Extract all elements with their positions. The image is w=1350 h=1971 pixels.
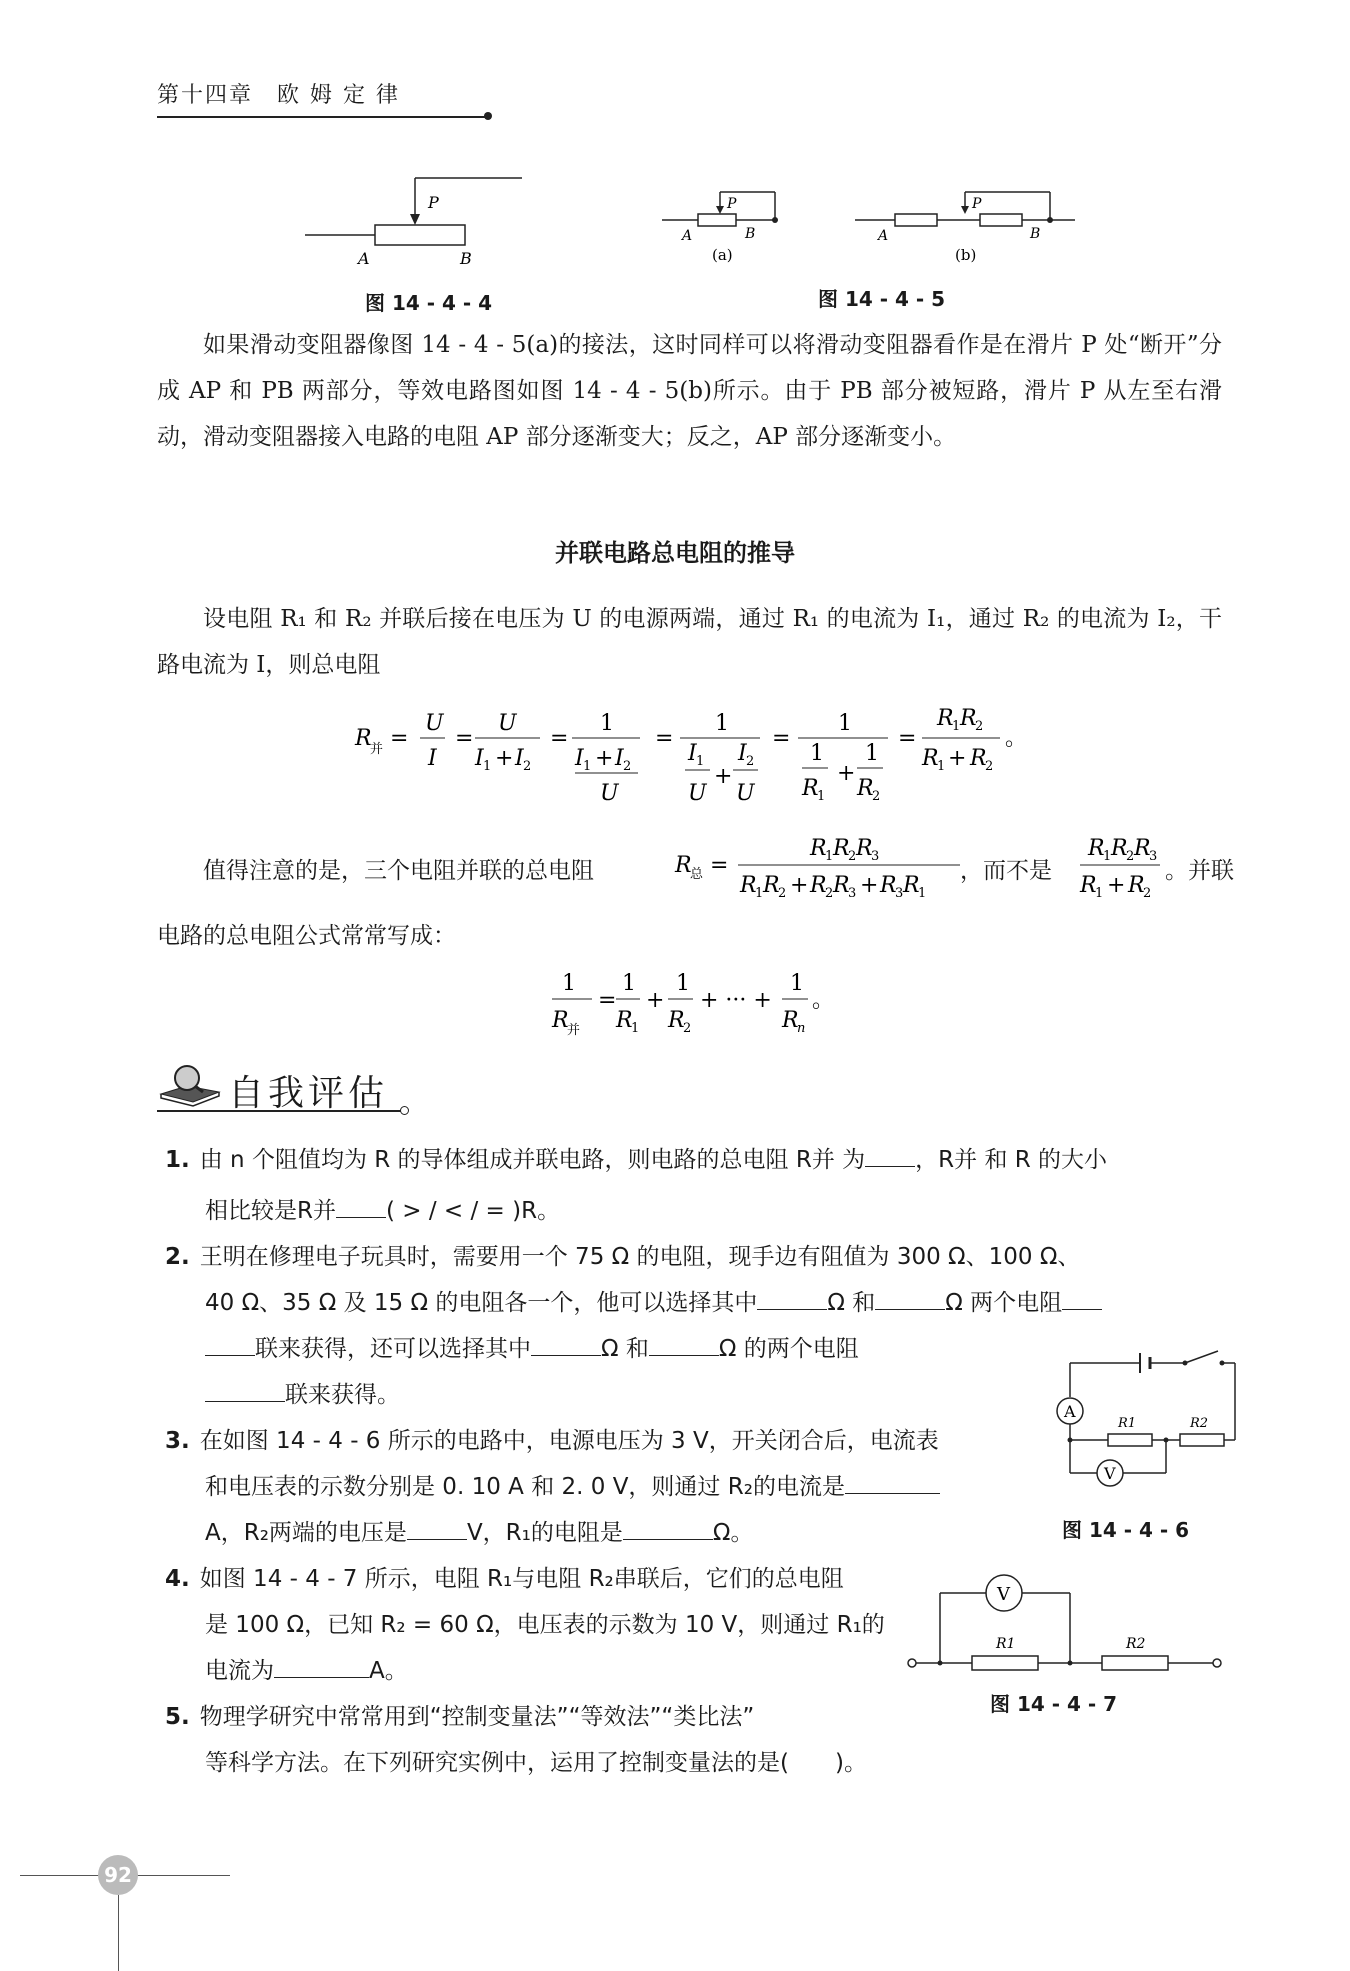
fig-label-a: A bbox=[358, 249, 370, 268]
answer-blank[interactable] bbox=[1062, 1287, 1102, 1310]
question-text: A。 bbox=[369, 1658, 408, 1684]
question-text: 相比较是R并 bbox=[205, 1198, 336, 1224]
svg-text:R: R bbox=[616, 1008, 633, 1033]
svg-text:1: 1 bbox=[631, 1021, 640, 1036]
question-text: 王明在修理电子玩具时，需要用一个 75 Ω 的电阻，现手边有阻值为 300 Ω、100 Ω、 bbox=[199, 1244, 1081, 1270]
question-text: 物理学研究中常常用到“控制变量法”“等效法”“类比法” bbox=[199, 1704, 755, 1730]
svg-text:2: 2 bbox=[872, 789, 881, 804]
answer-blank[interactable] bbox=[757, 1287, 827, 1310]
question-text: ，R并 和 R 的大小 bbox=[915, 1147, 1108, 1173]
question-text: 电流为 bbox=[205, 1658, 274, 1684]
svg-text:3: 3 bbox=[1149, 849, 1158, 864]
svg-text:3: 3 bbox=[871, 849, 880, 864]
svg-text:n: n bbox=[797, 1021, 806, 1036]
question-2-line3 bbox=[205, 1326, 859, 1372]
voltmeter-label: V bbox=[1104, 1464, 1116, 1483]
svg-text:R: R bbox=[355, 726, 372, 751]
svg-text:R: R bbox=[740, 873, 757, 898]
svg-text:3: 3 bbox=[895, 886, 904, 901]
question-number: 4. bbox=[165, 1566, 190, 1592]
svg-text:2: 2 bbox=[848, 849, 857, 864]
svg-text:。: 。 bbox=[812, 988, 835, 1013]
svg-text:1: 1 bbox=[838, 711, 852, 736]
svg-text:+: + bbox=[714, 764, 733, 789]
answer-blank[interactable] bbox=[274, 1655, 369, 1678]
figure-caption-14-4-6: 图 14 - 4 - 6 bbox=[1062, 1518, 1190, 1542]
svg-text:U: U bbox=[688, 781, 707, 806]
svg-text:R: R bbox=[1128, 873, 1145, 898]
svg-text:+: + bbox=[1107, 873, 1126, 898]
svg-text:+: + bbox=[790, 873, 809, 898]
svg-text:1: 1 bbox=[755, 886, 764, 901]
svg-text:I: I bbox=[515, 746, 524, 771]
section-title-dot bbox=[400, 1106, 409, 1115]
svg-text:并: 并 bbox=[370, 742, 384, 757]
fig-sub-b: (b) bbox=[955, 246, 977, 264]
fig-label-b: B bbox=[745, 226, 756, 242]
question-3-line2 bbox=[205, 1464, 940, 1510]
answer-blank[interactable] bbox=[531, 1333, 601, 1356]
question-4 bbox=[165, 1556, 844, 1602]
svg-text:R: R bbox=[856, 836, 873, 861]
question-text: Ω 的两个电阻 bbox=[718, 1336, 859, 1362]
section-heading-parallel: 并联电路总电阻的推导 bbox=[555, 539, 795, 567]
paragraph-parallel-setup: 设电阻 R₁ 和 R₂ 并联后接在电压为 U 的电源两端，通过 R₁ 的电流为 I₁，通过 R₂ 的电流为 I₂，干路电流为 I，则总电阻 bbox=[157, 606, 1222, 678]
svg-text:+: + bbox=[837, 761, 856, 786]
question-text: Ω 和 bbox=[827, 1290, 876, 1316]
svg-text:2: 2 bbox=[975, 719, 984, 734]
svg-text:1: 1 bbox=[810, 741, 824, 766]
svg-text:=: = bbox=[898, 726, 917, 751]
svg-text:U: U bbox=[600, 781, 619, 806]
question-5 bbox=[165, 1694, 754, 1740]
figure-caption-14-4-5: 图 14 - 4 - 5 bbox=[818, 287, 946, 311]
svg-text:并: 并 bbox=[567, 1023, 581, 1038]
figure-14-4-6 bbox=[1040, 1345, 1240, 1515]
note-prefix: 值得注意的是，三个电阻并联的总电阻 bbox=[203, 858, 594, 884]
resistor-r1-label: R1 bbox=[996, 1636, 1016, 1652]
svg-text:R: R bbox=[810, 836, 827, 861]
ammeter-label: A bbox=[1064, 1402, 1076, 1421]
note-three-resistors bbox=[157, 848, 594, 894]
answer-blank[interactable] bbox=[623, 1517, 713, 1540]
question-text: 是 100 Ω，已知 R₂ = 60 Ω，电压表的示数为 10 V，则通过 R₁的 bbox=[205, 1612, 885, 1638]
svg-text:R: R bbox=[937, 706, 954, 731]
note-suffix: 。并联 bbox=[1165, 858, 1234, 884]
fig-sub-a: (a) bbox=[712, 246, 733, 264]
answer-blank[interactable] bbox=[875, 1287, 945, 1310]
svg-text:1: 1 bbox=[937, 759, 946, 774]
formula-three-resistors bbox=[670, 830, 1230, 920]
section-title-rule bbox=[157, 1110, 402, 1112]
svg-text:1: 1 bbox=[790, 971, 804, 996]
svg-text:1: 1 bbox=[825, 849, 834, 864]
question-1-line2 bbox=[205, 1188, 560, 1234]
question-text: 40 Ω、35 Ω 及 15 Ω 的电阻各一个，他可以选择其中 bbox=[205, 1290, 758, 1316]
svg-text:R: R bbox=[857, 776, 874, 801]
resistor-r2-label: R2 bbox=[1126, 1636, 1146, 1652]
answer-blank[interactable] bbox=[865, 1144, 915, 1167]
fig-label-p: P bbox=[972, 196, 982, 212]
svg-text:2: 2 bbox=[746, 754, 755, 769]
svg-text:2: 2 bbox=[778, 886, 787, 901]
svg-text:1: 1 bbox=[715, 711, 729, 736]
answer-blank[interactable] bbox=[336, 1195, 386, 1218]
question-text: ( > / < / = )R。 bbox=[385, 1198, 561, 1224]
fig-label-b: B bbox=[460, 249, 472, 268]
question-text: 由 n 个阻值均为 R 的导体组成并联电路，则电路的总电阻 R并 为 bbox=[199, 1147, 866, 1173]
svg-text:1: 1 bbox=[622, 971, 636, 996]
svg-text:1: 1 bbox=[1103, 849, 1112, 864]
svg-text:I: I bbox=[475, 746, 484, 771]
header-dot bbox=[484, 112, 492, 120]
figure-14-4-7 bbox=[900, 1568, 1230, 1678]
svg-text:2: 2 bbox=[1126, 849, 1135, 864]
svg-text:R: R bbox=[810, 873, 827, 898]
question-4-line2 bbox=[205, 1602, 885, 1648]
svg-text:U: U bbox=[736, 781, 755, 806]
resistor-r2-label: R2 bbox=[1190, 1416, 1209, 1431]
answer-blank[interactable] bbox=[649, 1333, 719, 1356]
figure-caption-14-4-4: 图 14 - 4 - 4 bbox=[365, 291, 493, 315]
svg-text:+ ··· +: + ··· + bbox=[700, 988, 772, 1013]
svg-text:总: 总 bbox=[690, 867, 704, 882]
question-3 bbox=[165, 1418, 939, 1464]
svg-text:1: 1 bbox=[583, 759, 592, 774]
svg-text:R: R bbox=[833, 873, 850, 898]
svg-text:2: 2 bbox=[985, 759, 994, 774]
svg-text:3: 3 bbox=[848, 886, 857, 901]
svg-text:=: = bbox=[390, 726, 409, 751]
svg-text:1: 1 bbox=[918, 886, 927, 901]
svg-text:2: 2 bbox=[523, 759, 532, 774]
question-2-line4 bbox=[205, 1372, 400, 1418]
svg-text:=: = bbox=[655, 726, 674, 751]
question-number: 5. bbox=[165, 1704, 190, 1730]
svg-text:+: + bbox=[595, 746, 614, 771]
figure-14-4-5a bbox=[660, 188, 790, 268]
figure-14-4-5b bbox=[850, 188, 1080, 268]
header-rule bbox=[157, 116, 487, 118]
svg-text:I: I bbox=[575, 746, 584, 771]
question-4-line3 bbox=[205, 1648, 408, 1694]
answer-blank[interactable] bbox=[845, 1471, 940, 1494]
svg-text:+: + bbox=[860, 873, 879, 898]
question-3-line3 bbox=[205, 1510, 753, 1556]
formula-parallel-derivation bbox=[350, 695, 1030, 815]
question-2 bbox=[165, 1234, 1080, 1280]
note-middle: ，而不是 bbox=[960, 858, 1052, 884]
question-text: 和电压表的示数分别是 0. 10 A 和 2. 0 V，则通过 R₂的电流是 bbox=[205, 1474, 845, 1500]
answer-blank[interactable] bbox=[205, 1333, 255, 1356]
svg-text:=: = bbox=[455, 726, 474, 751]
svg-text:R: R bbox=[782, 1008, 799, 1033]
svg-text:R: R bbox=[1080, 873, 1097, 898]
svg-text:1: 1 bbox=[865, 741, 879, 766]
question-text: V，R₁的电阻是 bbox=[466, 1520, 623, 1546]
question-text: 在如图 14 - 4 - 6 所示的电路中，电源电压为 3 V，开关闭合后，电流表 bbox=[199, 1428, 939, 1454]
svg-text:2: 2 bbox=[683, 1021, 692, 1036]
question-number: 3. bbox=[165, 1428, 190, 1454]
question-1 bbox=[165, 1137, 1225, 1183]
note-line2: 电路的总电阻公式常常写成： bbox=[157, 923, 456, 949]
question-text: A，R₂两端的电压是 bbox=[205, 1520, 407, 1546]
chapter-header: 第十四章 欧 姆 定 律 bbox=[157, 83, 400, 108]
svg-text:R: R bbox=[668, 1008, 685, 1033]
svg-text:1: 1 bbox=[600, 711, 614, 736]
question-text: 如图 14 - 4 - 7 所示，电阻 R₁与电阻 R₂串联后，它们的总电阻 bbox=[199, 1566, 844, 1592]
question-text: Ω 和 bbox=[601, 1336, 649, 1362]
svg-text:R: R bbox=[552, 1008, 569, 1033]
svg-text:1: 1 bbox=[483, 759, 492, 774]
svg-text:+: + bbox=[495, 746, 514, 771]
question-text: 联来获得，还可以选择其中 bbox=[255, 1336, 531, 1362]
fig-label-b: B bbox=[1030, 226, 1041, 242]
svg-text:2: 2 bbox=[825, 886, 834, 901]
svg-text:U: U bbox=[498, 711, 517, 736]
svg-text:1: 1 bbox=[952, 719, 961, 734]
svg-text:R: R bbox=[922, 746, 939, 771]
svg-text:。: 。 bbox=[1005, 726, 1028, 751]
svg-text:R: R bbox=[1088, 836, 1105, 861]
svg-text:U: U bbox=[425, 711, 444, 736]
svg-text:R: R bbox=[1134, 836, 1151, 861]
paragraph-sliding-rheostat: 如果滑动变阻器像图 14 - 4 - 5(a)的接法，这时同样可以将滑动变阻器看作是在滑片 P 处“断开”分成 AP 和 PB 两部分，等效电路图如图 14 - 4 - 5(b)所示。由于 PB 部分被短路，滑片 P 从左至右滑动，滑动变阻器接入电路的电阻 AP 部分逐渐变大；反之，AP 部分逐渐变小。 bbox=[157, 332, 1222, 450]
question-text: 联来获得。 bbox=[285, 1382, 400, 1408]
svg-text:I: I bbox=[738, 741, 747, 766]
svg-text:R: R bbox=[960, 706, 977, 731]
question-5-line2 bbox=[205, 1740, 867, 1786]
question-2-line2 bbox=[205, 1280, 1102, 1326]
svg-text:1: 1 bbox=[1095, 886, 1104, 901]
svg-text:=: = bbox=[710, 853, 729, 878]
svg-text:2: 2 bbox=[1143, 886, 1152, 901]
page-number-vrule bbox=[118, 1895, 119, 1971]
svg-text:I: I bbox=[688, 741, 697, 766]
resistor-r1-label: R1 bbox=[1118, 1416, 1137, 1431]
fig-label-a: A bbox=[682, 228, 693, 244]
svg-text:+: + bbox=[646, 988, 665, 1013]
svg-text:+: + bbox=[948, 746, 967, 771]
svg-text:1: 1 bbox=[562, 971, 576, 996]
fig-label-p: P bbox=[727, 196, 737, 212]
svg-text:=: = bbox=[772, 726, 791, 751]
section-title-self-assessment: 自我评估 bbox=[228, 1073, 389, 1114]
svg-text:R: R bbox=[903, 873, 920, 898]
question-text: Ω。 bbox=[712, 1520, 754, 1546]
svg-text:=: = bbox=[550, 726, 569, 751]
svg-text:=: = bbox=[598, 988, 617, 1013]
svg-text:R: R bbox=[763, 873, 780, 898]
svg-text:R: R bbox=[970, 746, 987, 771]
question-text: Ω 两个电阻 bbox=[945, 1290, 1063, 1316]
svg-text:1: 1 bbox=[696, 754, 705, 769]
fig-label-p: P bbox=[428, 193, 439, 212]
svg-text:R: R bbox=[880, 873, 897, 898]
svg-text:R: R bbox=[1111, 836, 1128, 861]
magnifier-book-icon bbox=[157, 1058, 223, 1108]
page-number: 92 bbox=[98, 1855, 138, 1895]
svg-text:R: R bbox=[802, 776, 819, 801]
fig-label-a: A bbox=[878, 228, 889, 244]
question-number: 1. bbox=[165, 1147, 190, 1173]
figure-14-4-4 bbox=[300, 170, 530, 270]
svg-text:R: R bbox=[833, 836, 850, 861]
figure-caption-14-4-7: 图 14 - 4 - 7 bbox=[990, 1692, 1118, 1716]
answer-blank[interactable] bbox=[205, 1379, 285, 1402]
svg-text:R: R bbox=[675, 853, 692, 878]
question-number: 2. bbox=[165, 1244, 190, 1270]
svg-text:I: I bbox=[428, 746, 437, 771]
svg-text:1: 1 bbox=[817, 789, 826, 804]
answer-blank[interactable] bbox=[407, 1517, 467, 1540]
svg-text:2: 2 bbox=[623, 759, 632, 774]
formula-reciprocal bbox=[550, 962, 850, 1052]
svg-text:1: 1 bbox=[676, 971, 690, 996]
voltmeter-label: V bbox=[997, 1584, 1010, 1605]
question-text: 等科学方法。在下列研究实例中，运用了控制变量法的是( )。 bbox=[205, 1750, 867, 1776]
svg-text:I: I bbox=[615, 746, 624, 771]
